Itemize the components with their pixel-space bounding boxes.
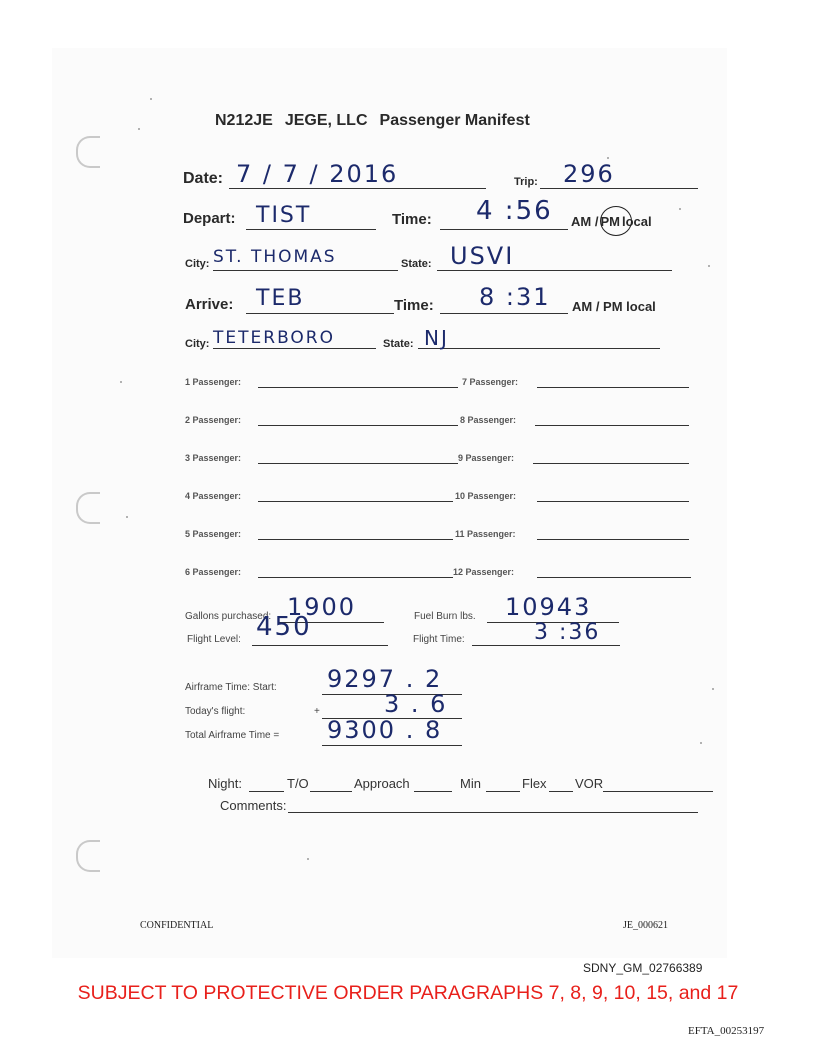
pm-circle-mark xyxy=(600,206,632,236)
arrive-state-label: State: xyxy=(383,338,414,350)
arrive-state-line xyxy=(418,348,660,349)
fuel-burn-value: 10943 xyxy=(505,593,592,621)
trip-label: Trip: xyxy=(514,176,538,188)
gallons-value: 1900 xyxy=(287,593,357,621)
passenger-label: 1 Passenger: xyxy=(185,377,242,387)
flex-line xyxy=(549,791,573,792)
depart-state-label: State: xyxy=(401,258,432,270)
arrive-time-value: 8 :31 xyxy=(479,283,551,311)
vor-label: VOR xyxy=(575,776,604,791)
depart-state-line xyxy=(437,270,672,271)
manifest-title xyxy=(215,112,530,130)
passenger-label: 4 Passenger: xyxy=(185,491,242,501)
passenger-line xyxy=(537,387,689,388)
fuel-burn-label: Fuel Burn lbs. xyxy=(414,611,476,622)
passenger-label: 10 Passenger: xyxy=(455,491,517,501)
vor-line xyxy=(603,791,713,792)
passenger-line xyxy=(258,577,453,578)
depart-label: Depart: xyxy=(183,210,236,227)
depart-city-value: ST. THOMAS xyxy=(213,247,337,267)
passenger-line xyxy=(258,387,458,388)
scan-speck xyxy=(120,381,122,383)
date-label: Date: xyxy=(183,170,224,187)
date-value: 7 / 7 / 2016 xyxy=(236,160,399,188)
depart-pm-circled: PM xyxy=(600,214,620,229)
gallons-label: Gallons purchased: xyxy=(185,611,272,622)
passenger-label: 2 Passenger: xyxy=(185,415,242,425)
scan-speck xyxy=(138,128,140,130)
arrive-city-label: City: xyxy=(185,338,210,350)
arrive-state-value: NJ xyxy=(424,326,449,350)
flex-label: Flex xyxy=(522,776,547,791)
passenger-line xyxy=(533,463,689,464)
date-line xyxy=(229,188,486,189)
to-line xyxy=(310,791,352,792)
trip-line xyxy=(540,188,698,189)
passenger-label: 9 Passenger: xyxy=(458,453,515,463)
scan-speck xyxy=(708,265,710,267)
depart-city-label: City: xyxy=(185,258,210,270)
sdny-bates-number: SDNY_GM_02766389 xyxy=(583,961,703,975)
flight-time-label: Flight Time: xyxy=(413,634,465,645)
passenger-label: 12 Passenger: xyxy=(453,567,515,577)
depart-ampm: AM / PM local xyxy=(571,214,652,229)
depart-time-value: 4 :56 xyxy=(476,196,553,226)
total-airframe-label: Total Airframe Time = xyxy=(185,730,280,741)
total-airframe-value: 9300 . 8 xyxy=(327,716,443,744)
airframe-start-value: 9297 . 2 xyxy=(327,665,443,693)
total-airframe-line xyxy=(322,745,462,746)
approach-line xyxy=(414,791,452,792)
passenger-line xyxy=(258,539,453,540)
flight-level-label: Flight Level: xyxy=(187,634,241,645)
binder-hole xyxy=(76,492,100,524)
passenger-label: 6 Passenger: xyxy=(185,567,242,577)
passenger-line xyxy=(537,539,689,540)
depart-value: TIST xyxy=(256,203,312,228)
tail-number: N212JE xyxy=(215,112,273,129)
arrive-label: Arrive: xyxy=(185,296,234,313)
arrive-ampm: AM / PM local xyxy=(572,299,656,314)
airframe-start-label: Airframe Time: Start: xyxy=(185,682,277,693)
todays-flight-label: Today's flight: xyxy=(185,706,246,717)
je-bates-number: JE_000621 xyxy=(623,920,668,931)
to-label: T/O xyxy=(287,776,309,791)
trip-value: 296 xyxy=(563,160,615,188)
scan-speck xyxy=(307,858,309,860)
binder-hole xyxy=(76,136,100,168)
company-name: JEGE, LLC xyxy=(284,112,368,129)
arrive-city-value: TETERBORO xyxy=(213,328,336,348)
passenger-label: 11 Passenger: xyxy=(455,529,516,539)
flight-time-value: 3 :36 xyxy=(534,620,601,645)
depart-state-value: USVI xyxy=(450,242,515,270)
arrive-time-line xyxy=(440,313,568,314)
scan-speck xyxy=(700,742,702,744)
scan-speck xyxy=(679,208,681,210)
passenger-line xyxy=(258,501,453,502)
arrive-city-line xyxy=(213,348,376,349)
night-label: Night: xyxy=(208,776,242,791)
passenger-label: 8 Passenger: xyxy=(460,415,517,425)
flight-level-value: 450 xyxy=(256,612,312,642)
flight-level-line xyxy=(252,645,388,646)
night-line xyxy=(249,791,284,792)
passenger-label: 5 Passenger: xyxy=(185,529,242,539)
min-line xyxy=(486,791,520,792)
document-title: Passenger Manifest xyxy=(379,112,530,129)
arrive-line xyxy=(246,313,394,314)
flight-time-line xyxy=(472,645,620,646)
plus-sign: + xyxy=(314,706,320,717)
depart-line xyxy=(246,229,376,230)
binder-hole xyxy=(76,840,100,872)
scan-speck xyxy=(712,688,714,690)
passenger-line xyxy=(537,501,689,502)
confidential-mark: CONFIDENTIAL xyxy=(140,920,214,931)
comments-line xyxy=(288,812,698,813)
depart-time-label: Time: xyxy=(392,211,432,228)
scan-speck xyxy=(126,516,128,518)
todays-flight-value: 3 . 6 xyxy=(384,690,448,718)
passenger-label: 3 Passenger: xyxy=(185,453,242,463)
min-label: Min xyxy=(460,776,481,791)
approach-label: Approach xyxy=(354,776,410,791)
efta-number: EFTA_00253197 xyxy=(688,1025,765,1037)
passenger-line xyxy=(537,577,691,578)
scan-speck xyxy=(150,98,152,100)
protective-order-notice: SUBJECT TO PROTECTIVE ORDER PARAGRAPHS 7, 8, 9, 10, 15, and 17 xyxy=(77,982,739,1004)
passenger-line xyxy=(535,425,689,426)
passenger-label: 7 Passenger: xyxy=(462,377,519,387)
comments-label: Comments: xyxy=(220,798,287,813)
scan-speck xyxy=(607,157,609,159)
passenger-line xyxy=(258,425,458,426)
depart-city-line xyxy=(213,270,398,271)
passenger-line xyxy=(258,463,458,464)
depart-time-line xyxy=(440,229,568,230)
arrive-value: TEB xyxy=(256,286,305,311)
arrive-time-label: Time: xyxy=(394,297,434,314)
